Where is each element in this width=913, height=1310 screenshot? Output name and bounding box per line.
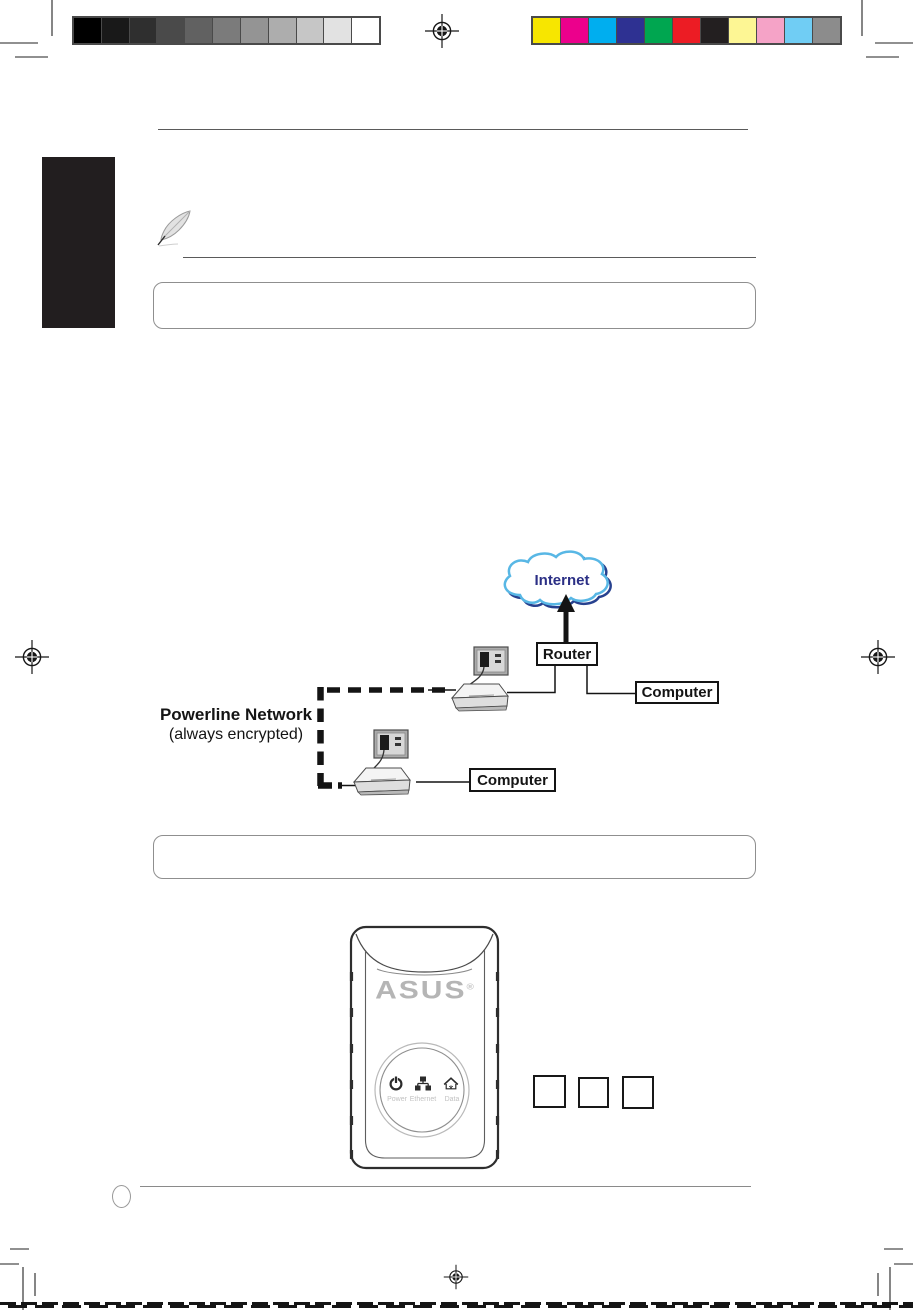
calibration-swatch [241,18,269,43]
calibration-swatch [102,18,130,43]
powerline-adapter-illustration [354,768,410,795]
calibration-swatch [157,18,185,43]
powerline-network-caption [156,705,316,744]
calibration-swatch [74,18,102,43]
calibration-swatch [130,18,158,43]
calibration-swatch [757,18,785,43]
section-callout-box [153,835,756,879]
header-rule [158,129,748,130]
calibration-swatch [673,18,701,43]
led-label-data: Data [444,1096,460,1103]
wall-outlet-illustration [374,730,408,758]
calibration-swatch [352,18,379,43]
calibration-swatch [269,18,297,43]
led-callout-square-2 [578,1077,609,1108]
led-label-ethernet: Ethernet [409,1096,437,1103]
computer-label-box-top: Computer [635,681,719,704]
router-label-box: Router [536,642,598,666]
calibration-swatch [813,18,840,43]
footer-rule [140,1186,751,1187]
wall-outlet-illustration [474,647,508,675]
quill-pen-note-icon [158,211,190,246]
registration-mark-icon [15,640,49,674]
powerline-network-title: Powerline Network [159,705,313,724]
page-cut-edge [0,1302,913,1309]
calibration-swatch [213,18,241,43]
registration-mark-icon [444,1265,468,1289]
device-illustration [351,927,498,1168]
calibration-swatch [645,18,673,43]
note-rule [183,257,756,258]
registration-mark-icon [425,14,459,48]
calibration-swatch [589,18,617,43]
powerline-network-subtitle: (always encrypted) [168,726,304,743]
registered-trademark: ® [466,982,474,992]
registration-mark-icon [861,640,895,674]
internet-label: Internet [534,572,590,589]
note-callout-box [153,282,756,329]
calibration-swatch [324,18,352,43]
computer-label-box-bottom: Computer [469,768,556,792]
calibration-swatch [701,18,729,43]
powerline-adapter-illustration [452,684,508,711]
led-callout-square-1 [533,1075,566,1108]
led-callout-square-3 [622,1076,654,1109]
grayscale-calibration-bar [72,16,381,45]
calibration-swatch [533,18,561,43]
color-calibration-bar [531,16,842,45]
asus-logo [351,977,498,1005]
led-label-power: Power [387,1096,407,1103]
calibration-swatch [729,18,757,43]
page-number-ellipse [112,1185,131,1208]
calibration-swatch [561,18,589,43]
asus-logo-text: ASUS [375,977,467,1005]
chapter-side-tab [42,157,115,328]
calibration-swatch [185,18,213,43]
calibration-swatch [617,18,645,43]
calibration-swatch [297,18,325,43]
calibration-swatch [785,18,813,43]
